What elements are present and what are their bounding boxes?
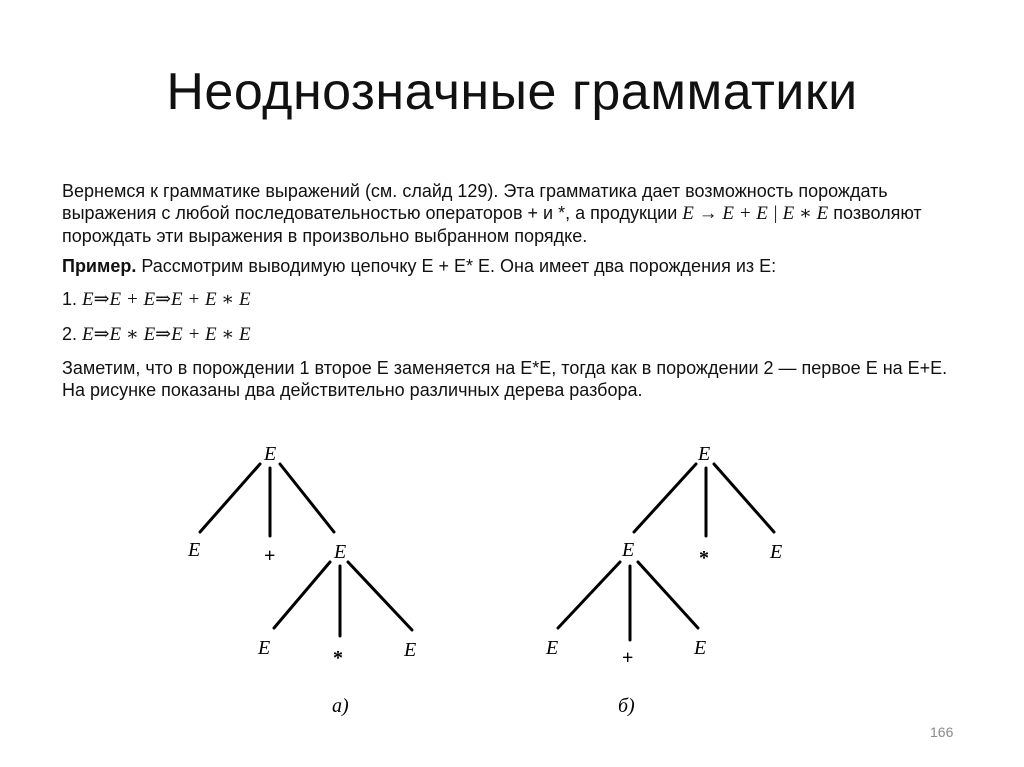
edge-root-left <box>200 464 260 532</box>
note-paragraph: Заметим, что в порождении 1 второе E заменяется на E*E, тогда как в порождении 2 — первое E на E+E. На рисунке показаны два действительно различных дерева разбора. <box>62 358 948 400</box>
derivation-formula: E⇒E ∗ E⇒E + E ∗ E <box>82 324 251 345</box>
edge-sub-left <box>274 562 330 628</box>
slide-title: Неоднозначные грамматики <box>166 63 858 121</box>
example-paragraph <box>62 255 972 277</box>
intro-text-2: позволяют порождать эти выражения в произвольно выбранном порядке. <box>62 203 922 246</box>
edge-root-right <box>280 464 334 532</box>
tree-node-sub-left: E <box>546 637 559 659</box>
edge-sub-right <box>638 562 698 628</box>
derivation-formula: E⇒E + E⇒E + E ∗ E <box>82 289 251 310</box>
derivation-1 <box>62 287 972 312</box>
derivation-2 <box>62 322 972 347</box>
tree-node-sub-right: E <box>694 637 707 659</box>
tree-node-root: E <box>264 443 277 465</box>
derivation-number: 2. <box>62 324 78 344</box>
example-text: Рассмотрим выводимую цепочку E + E* E. Она имеет два порождения из E: <box>136 256 777 276</box>
edge-root-left <box>634 464 696 532</box>
intro-paragraph <box>62 180 972 247</box>
tree-node-left: E <box>622 539 635 561</box>
edge-sub-left <box>558 562 620 628</box>
parse-tree-a <box>180 430 420 720</box>
tree-node-sub-left: E <box>258 637 271 659</box>
slide-content <box>62 180 972 409</box>
tree-node-op: * <box>699 547 709 569</box>
tree-node-sub-right: E <box>404 639 417 661</box>
edge-sub-right <box>348 562 412 630</box>
tree-caption: б) <box>618 695 635 717</box>
page-number: 166 <box>930 724 954 740</box>
production-formula: E → E + E | E ∗ E <box>682 203 829 224</box>
tree-node-right: E <box>334 541 347 563</box>
tree-node-sub-op: + <box>622 647 634 669</box>
tree-node-root: E <box>698 443 711 465</box>
edge-root-right <box>714 464 774 532</box>
derivation-number: 1. <box>62 289 78 309</box>
tree-node-op: + <box>264 545 276 567</box>
tree-node-right: E <box>770 541 783 563</box>
tree-caption: а) <box>332 695 349 717</box>
example-label: Пример. <box>62 256 137 276</box>
tree-node-left: E <box>188 539 201 561</box>
tree-node-sub-op: * <box>333 647 343 669</box>
intro-text-1: Вернемся к грамматике выражений (см. слайд 129). Эта грамматика дает возможность порождать выражения с любой последовательностью операторов + и *, а продукции <box>62 181 888 223</box>
parse-tree-b <box>538 430 798 720</box>
